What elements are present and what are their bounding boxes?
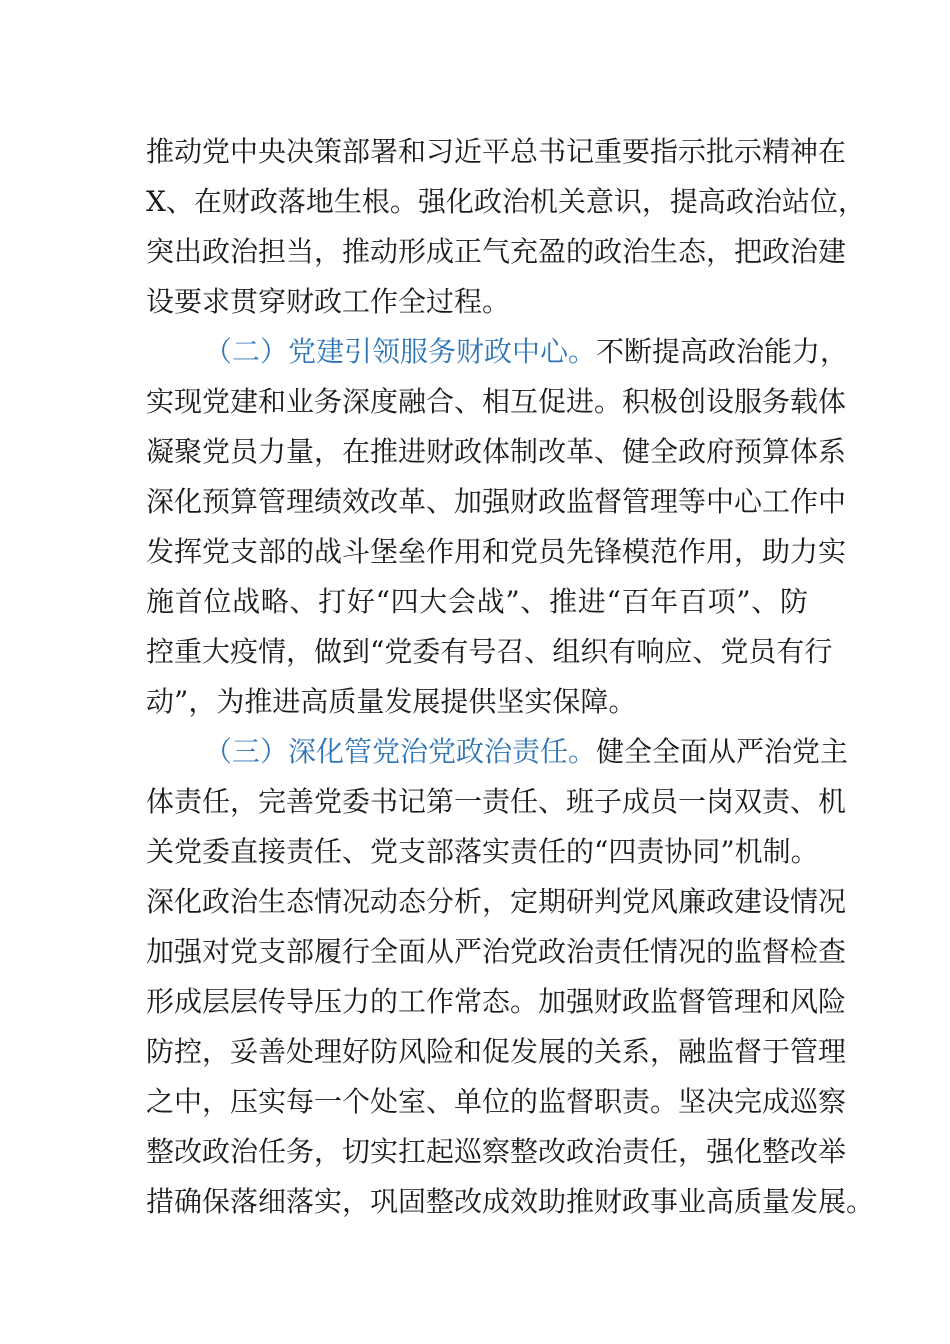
section-heading-3: （三）深化管党治党政治责任。 — [204, 735, 597, 768]
paragraph-1-line: 设要求贯穿财政工作全过程。 — [146, 285, 511, 318]
paragraph-3-line: 之中，压实每一个处室、单位的监督职责。坚决完成巡察 — [146, 1085, 847, 1118]
paragraph-2-line: 控重大疫情，做到“党委有号召、组织有响应、党员有行 — [146, 635, 833, 668]
paragraph-3-line: 形成层层传导压力的工作常态。加强财政监督管理和风险 — [146, 985, 847, 1018]
paragraph-2-first-line — [204, 327, 849, 377]
paragraph-1-line: 推动党中央决策部署和习近平总书记重要指示批示精神在 — [146, 135, 847, 168]
paragraph-2-line: 动”，为推进高质量发展提供坚实保障。 — [146, 685, 637, 718]
paragraph-2-line: 凝聚党员力量，在推进财政体制改革、健全政府预算体系 — [146, 435, 847, 468]
paragraph-3-line: 防控，妥善处理好防风险和促发展的关系，融监督于管理 — [146, 1035, 847, 1068]
paragraph-2-line: 实现党建和业务深度融合、相互促进。积极创设服务载体 — [146, 385, 847, 418]
paragraph-3-line: 整改政治任务，切实扛起巡察整改政治责任，强化整改举 — [146, 1135, 847, 1168]
section-heading-2: （二）党建引领服务财政中心。 — [204, 335, 597, 368]
paragraph-2-line: 深化预算管理绩效改革、加强财政监督管理等中心工作中 — [146, 485, 847, 518]
paragraph-3-lead-text: 健全全面从严治党主 — [596, 735, 849, 768]
paragraph-3-line: 体责任，完善党委书记第一责任、班子成员一岗双责、机 — [146, 785, 847, 818]
paragraph-1-line: X、在财政落地生根。强化政治机关意识，提高政治站位， — [146, 185, 866, 218]
paragraph-1-line: 突出政治担当，推动形成正气充盈的政治生态，把政治建 — [146, 235, 847, 268]
paragraph-2-line: 发挥党支部的战斗堡垒作用和党员先锋模范作用，助力实 — [146, 535, 847, 568]
paragraph-3-first-line — [204, 727, 849, 777]
paragraph-3-line: 深化政治生态情况动态分析，定期研判党风廉政建设情况 — [146, 885, 847, 918]
paragraph-2-lead-text: 不断提高政治能力， — [596, 335, 849, 368]
paragraph-3-line: 关党委直接责任、党支部落实责任的“四责协同”机制。 — [146, 835, 819, 868]
paragraph-3-line: 加强对党支部履行全面从严治党政治责任情况的监督检查 — [146, 935, 847, 968]
paragraph-3-line: 措确保落细落实，巩固整改成效助推财政事业高质量发展。 — [146, 1185, 875, 1218]
paragraph-2-line: 施首位战略、打好“四大会战”、推进“百年百项”、防 — [146, 585, 808, 618]
